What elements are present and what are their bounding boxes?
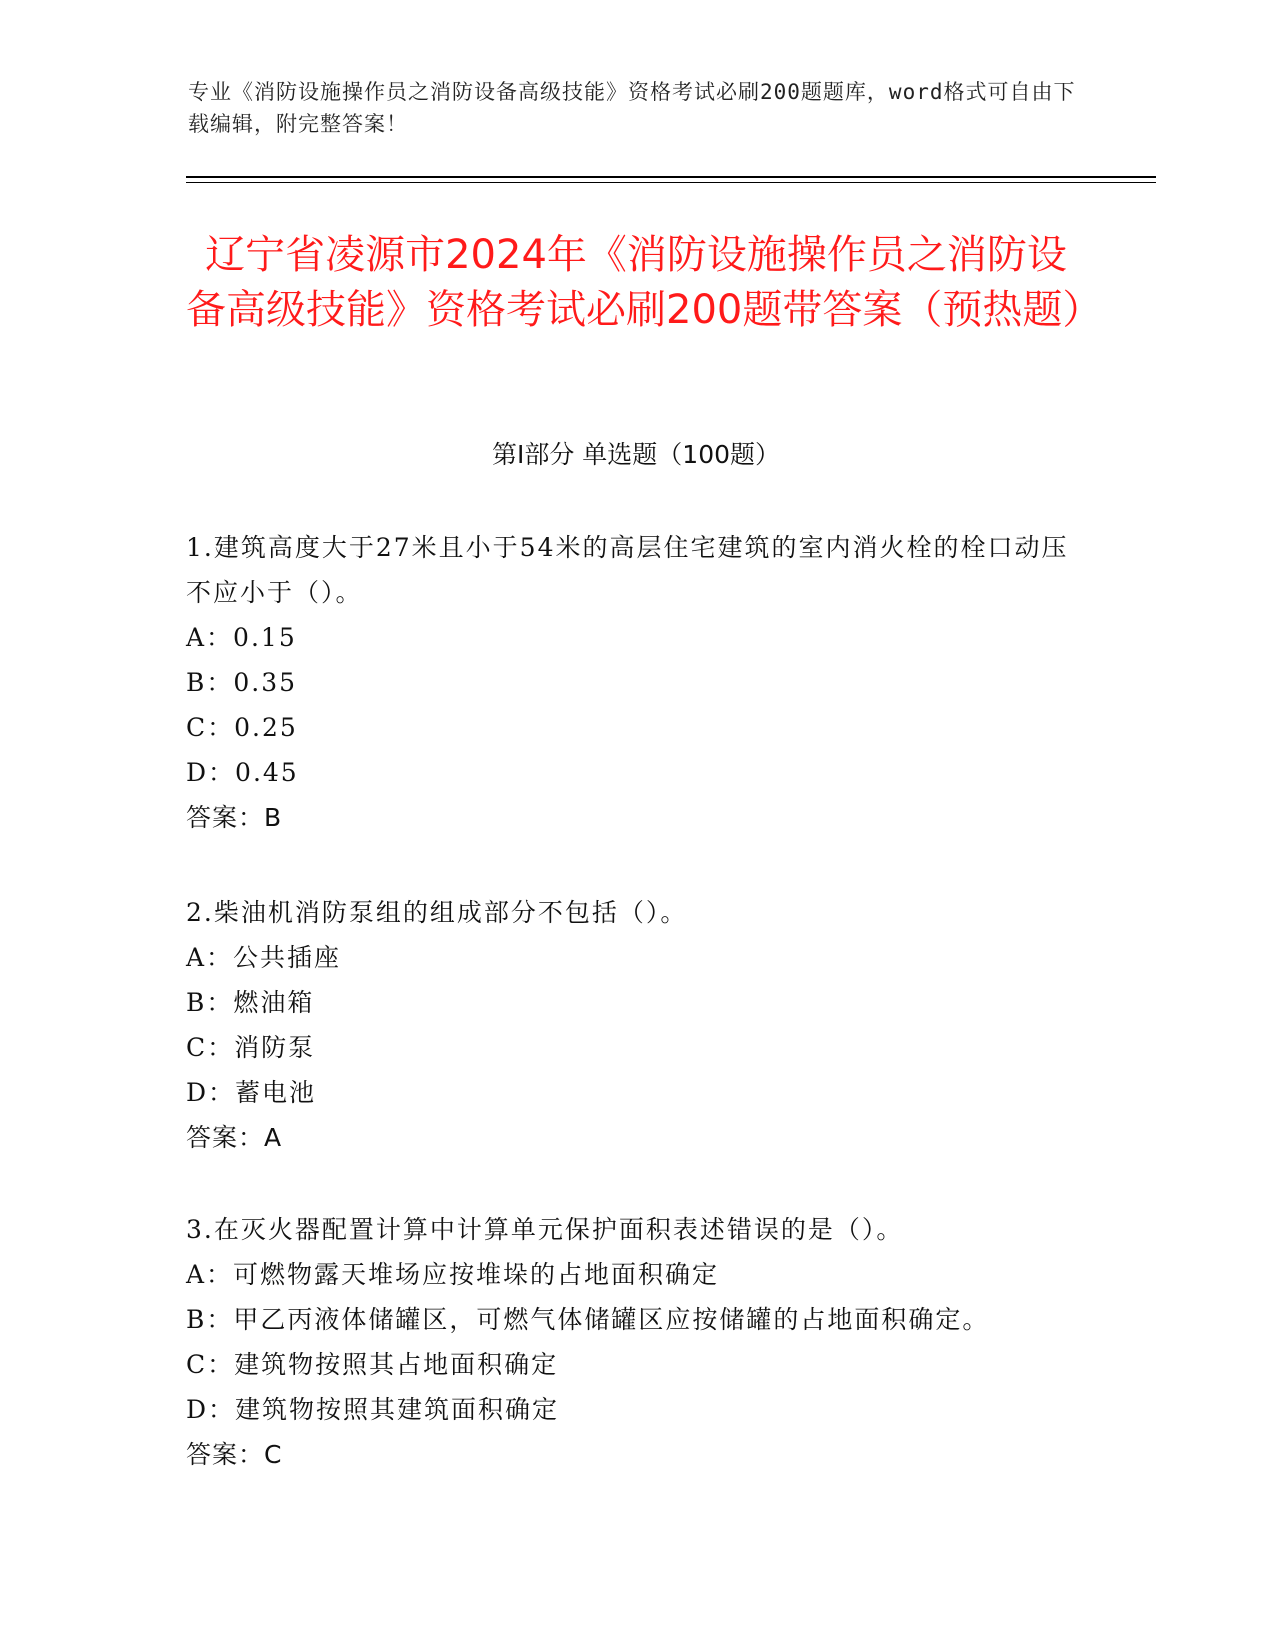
option-d: D：0.45 [186, 758, 299, 787]
option-c: C：0.25 [186, 713, 298, 742]
answer: 答案：B [186, 803, 283, 832]
option-a: A：0.15 [186, 623, 297, 652]
section-heading: 第I部分 单选题（100题） [491, 440, 781, 469]
option-c: C：消防泵 [186, 1033, 316, 1062]
option-a: A：可燃物露天堆场应按堆垛的占地面积确定 [186, 1260, 720, 1289]
option-d: D：蓄电池 [186, 1078, 317, 1107]
option-d: D：建筑物按照其建筑面积确定 [186, 1395, 560, 1424]
option-c: C：建筑物按照其占地面积确定 [186, 1350, 559, 1379]
answer: 答案：A [186, 1123, 283, 1152]
header-note: 专业《消防设施操作员之消防设备高级技能》资格考试必刷200题题库，word格式可自由下载编辑，附完整答案！ [188, 80, 1076, 136]
question-stem: 3.在灭火器配置计算中计算单元保护面积表述错误的是（）。 [186, 1215, 904, 1244]
question-block [186, 890, 1086, 1160]
option-b: B：0.35 [186, 668, 298, 697]
question-block [186, 1207, 1086, 1477]
option-b: B：甲乙丙液体储罐区，可燃气体储罐区应按储罐的占地面积确定。 [186, 1305, 990, 1334]
question-block [186, 525, 1086, 840]
question-stem: 1.建筑高度大于27米且小于54米的高层住宅建筑的室内消火栓的栓口动压不应小于（）。 [186, 533, 1069, 607]
option-b: B：燃油箱 [186, 988, 315, 1017]
question-stem: 2.柴油机消防泵组的组成部分不包括（）。 [186, 898, 688, 927]
option-a: A：公共插座 [186, 943, 342, 972]
header-divider-thin [186, 182, 1156, 183]
header-divider-thick [186, 176, 1156, 178]
document-title: 辽宁省凌源市2024年《消防设施操作员之消防设备高级技能》资格考试必刷200题带答案（预热题） [186, 232, 1103, 333]
answer: 答案：C [186, 1440, 283, 1469]
